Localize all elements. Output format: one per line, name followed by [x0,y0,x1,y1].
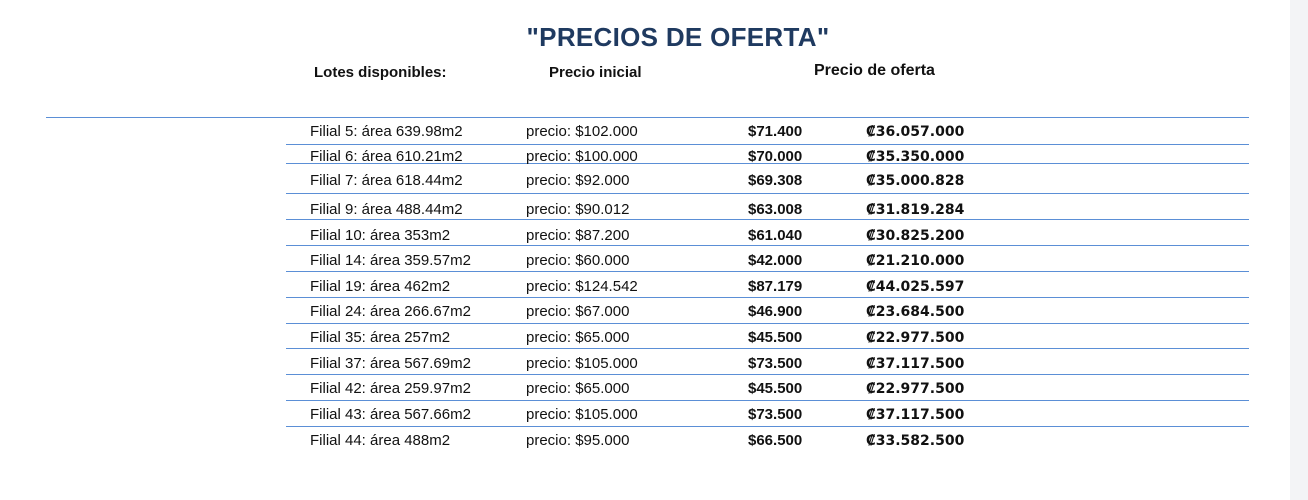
oferta-usd-cell: $66.500 [748,432,803,449]
oferta-usd-cell: $69.308 [748,172,803,189]
oferta-crc-cell: ₡36.057.000 [866,124,965,140]
lote-cell: Filial 19: área 462m2 [310,278,451,295]
lote-cell: Filial 10: área 353m2 [310,227,451,244]
precio-inicial-cell: precio: $105.000 [526,355,638,372]
lote-cell: Filial 6: área 610.21m2 [310,148,463,165]
oferta-crc-cell: ₡35.000.828 [866,173,965,189]
header-precio-inicial: Precio inicial [549,64,642,81]
oferta-usd-cell: $45.500 [748,329,803,346]
oferta-usd-cell: $87.179 [748,278,803,295]
precio-inicial-cell: precio: $102.000 [526,123,638,140]
precio-inicial-cell: precio: $95.000 [526,432,630,449]
oferta-crc-cell: ₡37.117.500 [866,407,965,423]
oferta-crc-cell: ₡33.582.500 [866,433,965,449]
header-lotes: Lotes disponibles: [314,64,447,81]
row-divider [286,323,1249,324]
oferta-usd-cell: $73.500 [748,406,803,423]
oferta-usd-cell: $42.000 [748,252,803,269]
row-divider [286,245,1249,246]
precio-inicial-cell: precio: $60.000 [526,252,630,269]
precio-inicial-cell: precio: $65.000 [526,380,630,397]
row-divider [286,348,1249,349]
oferta-usd-cell: $73.500 [748,355,803,372]
oferta-usd-cell: $70.000 [748,148,803,165]
oferta-crc-cell: ₡44.025.597 [866,279,965,295]
row-divider [286,297,1249,298]
lote-cell: Filial 42: área 259.97m2 [310,380,471,397]
row-divider [286,193,1249,194]
oferta-crc-cell: ₡21.210.000 [866,253,965,269]
row-divider [286,271,1249,272]
precio-inicial-cell: precio: $90.012 [526,201,630,218]
oferta-usd-cell: $45.500 [748,380,803,397]
oferta-usd-cell: $46.900 [748,303,803,320]
page-title: "PRECIOS DE OFERTA" [526,22,830,52]
header-precio-oferta: Precio de oferta [814,62,935,79]
precio-inicial-cell: precio: $87.200 [526,227,630,244]
lote-cell: Filial 9: área 488.44m2 [310,201,463,218]
row-divider [286,144,1249,145]
row-divider [286,426,1249,427]
oferta-crc-cell: ₡31.819.284 [866,202,965,218]
lote-cell: Filial 43: área 567.66m2 [310,406,471,423]
precio-inicial-cell: precio: $124.542 [526,278,638,295]
row-divider [286,219,1249,220]
oferta-usd-cell: $71.400 [748,123,803,140]
oferta-usd-cell: $63.008 [748,201,803,218]
oferta-crc-cell: ₡23.684.500 [866,304,965,320]
row-divider [286,374,1249,375]
lote-cell: Filial 7: área 618.44m2 [310,172,463,189]
lote-cell: Filial 35: área 257m2 [310,329,451,346]
lote-cell: Filial 24: área 266.67m2 [310,303,471,320]
precio-inicial-cell: precio: $100.000 [526,148,638,165]
precio-inicial-cell: precio: $92.000 [526,172,630,189]
precio-inicial-cell: precio: $65.000 [526,329,630,346]
right-margin-strip [1290,0,1308,500]
oferta-crc-cell: ₡30.825.200 [866,228,965,244]
precio-inicial-cell: precio: $105.000 [526,406,638,423]
lote-cell: Filial 5: área 639.98m2 [310,123,463,140]
precio-inicial-cell: precio: $67.000 [526,303,630,320]
lote-cell: Filial 44: área 488m2 [310,432,451,449]
oferta-crc-cell: ₡22.977.500 [866,381,965,397]
lote-cell: Filial 37: área 567.69m2 [310,355,471,372]
row-divider [46,117,1249,118]
oferta-crc-cell: ₡37.117.500 [866,356,965,372]
row-divider [286,400,1249,401]
oferta-usd-cell: $61.040 [748,227,803,244]
oferta-crc-cell: ₡35.350.000 [866,149,965,165]
lote-cell: Filial 14: área 359.57m2 [310,252,471,269]
oferta-crc-cell: ₡22.977.500 [866,330,965,346]
